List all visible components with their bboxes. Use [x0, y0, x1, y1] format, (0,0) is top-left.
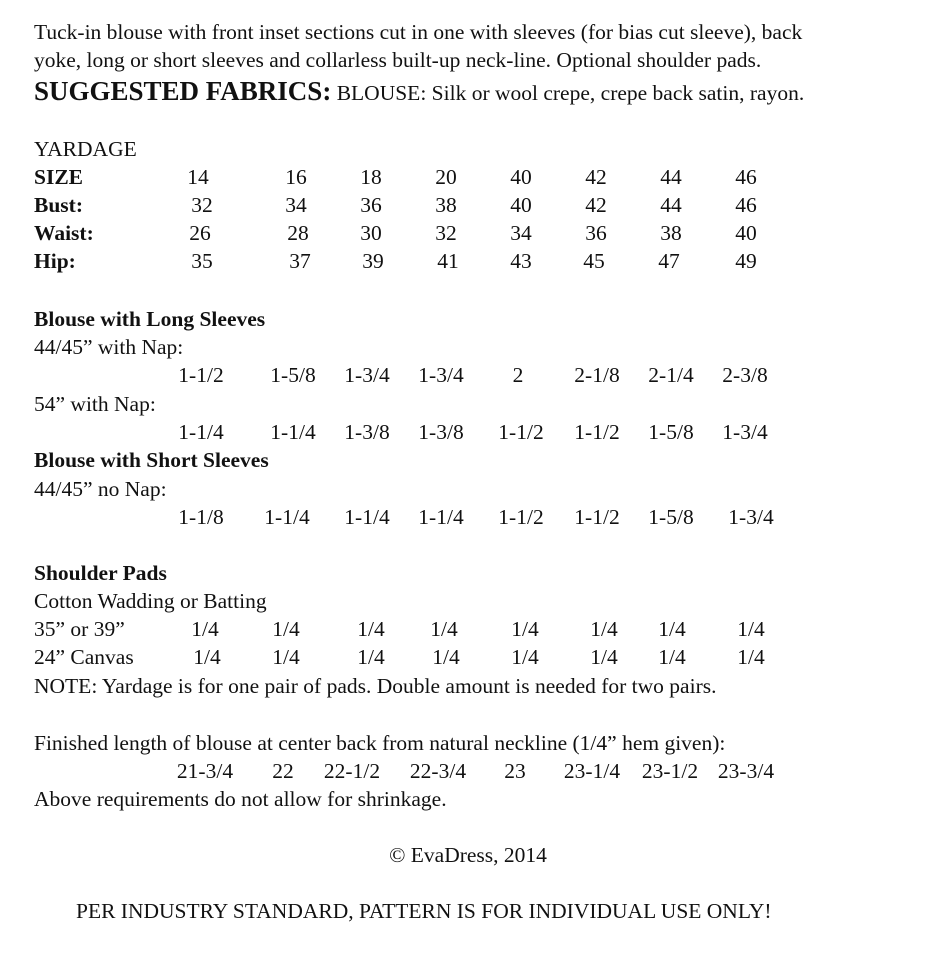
table-cell: 1-3/4 — [344, 363, 390, 387]
table-cell: 40 — [510, 193, 532, 217]
table-cell: 44 — [660, 165, 682, 189]
table-cell: 35 — [191, 249, 213, 273]
pads-note: NOTE: Yardage is for one pair of pads. Double amount is needed for two pairs. — [34, 674, 717, 698]
table-cell: 1-1/4 — [344, 505, 390, 529]
table-cell: 1/4 — [658, 645, 686, 669]
table-cell: 1-1/2 — [498, 420, 544, 444]
table-cell: 1/4 — [430, 617, 458, 641]
shoulder-pads-subheading: Cotton Wadding or Batting — [34, 589, 267, 613]
finished-length-text: Finished length of blouse at center back from natural neckline (1/4” hem given): — [34, 731, 726, 755]
table-cell: 1-1/4 — [418, 505, 464, 529]
table-cell: 47 — [658, 249, 680, 273]
table-cell: 1/4 — [191, 617, 219, 641]
table-cell: 22-3/4 — [409, 759, 467, 783]
table-cell: 40 — [510, 165, 532, 189]
table-cell: 32 — [435, 221, 457, 245]
size-row-label: SIZE — [34, 165, 84, 189]
table-cell: 34 — [285, 193, 307, 217]
fabrics-label: SUGGESTED FABRICS: — [34, 76, 332, 106]
table-cell: 1-1/4 — [270, 420, 316, 444]
table-cell: 1/4 — [737, 645, 765, 669]
table-cell: 1/4 — [272, 617, 300, 641]
table-cell: 32 — [191, 193, 213, 217]
table-cell: 38 — [660, 221, 682, 245]
table-cell: 42 — [585, 193, 607, 217]
table-cell: 1-5/8 — [270, 363, 316, 387]
table-cell: 1-3/4 — [728, 505, 774, 529]
suggested-fabrics — [34, 77, 804, 107]
table-cell: 34 — [510, 221, 532, 245]
table-cell: 1-1/4 — [178, 420, 224, 444]
table-cell: 46 — [735, 193, 757, 217]
nap44-label: 44/45” with Nap: — [34, 335, 184, 359]
table-cell: 1-1/8 — [178, 505, 224, 529]
table-cell: 1-3/8 — [344, 420, 390, 444]
table-cell: 14 — [187, 165, 209, 189]
table-cell: 1-1/4 — [264, 505, 310, 529]
table-cell: 1-1/2 — [178, 363, 224, 387]
intro-line-2: yoke, long or short sleeves and collarless built-up neck-line. Optional shoulder pads. — [34, 48, 762, 72]
table-cell: 2 — [512, 363, 524, 387]
table-cell: 21-3/4 — [176, 759, 234, 783]
table-cell: 1/4 — [737, 617, 765, 641]
fabrics-text: BLOUSE: Silk or wool crepe, crepe back satin, rayon. — [331, 81, 805, 105]
table-cell: 2-3/8 — [722, 363, 768, 387]
waist-row-label: Waist: — [34, 221, 94, 245]
table-cell: 44 — [660, 193, 682, 217]
nonap-label: 44/45” no Nap: — [34, 477, 167, 501]
table-cell: 1-3/4 — [722, 420, 768, 444]
pads-row2-label: 24” Canvas — [34, 645, 134, 669]
hip-row-label: Hip: — [34, 249, 76, 273]
table-cell: 20 — [435, 165, 457, 189]
table-cell: 49 — [735, 249, 757, 273]
table-cell: 39 — [362, 249, 384, 273]
short-sleeves-heading: Blouse with Short Sleeves — [34, 448, 269, 472]
table-cell: 1/4 — [272, 645, 300, 669]
table-cell: 23-3/4 — [717, 759, 775, 783]
table-cell: 41 — [437, 249, 459, 273]
nap54-label: 54” with Nap: — [34, 392, 156, 416]
table-cell: 38 — [435, 193, 457, 217]
table-cell: 36 — [585, 221, 607, 245]
intro-line-1: Tuck-in blouse with front inset sections cut in one with sleeves (for bias cut sleeve), back — [34, 20, 803, 44]
table-cell: 23 — [504, 759, 526, 783]
table-cell: 43 — [510, 249, 532, 273]
table-cell: 26 — [189, 221, 211, 245]
long-sleeves-heading: Blouse with Long Sleeves — [34, 307, 266, 331]
table-cell: 18 — [360, 165, 382, 189]
table-cell: 28 — [287, 221, 309, 245]
footer-notice: PER INDUSTRY STANDARD, PATTERN IS FOR INDIVIDUAL USE ONLY! — [76, 899, 772, 923]
table-cell: 1-3/4 — [418, 363, 464, 387]
table-cell: 16 — [285, 165, 307, 189]
table-cell: 1/4 — [511, 617, 539, 641]
yardage-title: YARDAGE — [34, 137, 137, 161]
pads-row1-label: 35” or 39” — [34, 617, 125, 641]
table-cell: 1/4 — [590, 645, 618, 669]
table-cell: 37 — [289, 249, 311, 273]
table-cell: 2-1/4 — [648, 363, 694, 387]
table-cell: 40 — [735, 221, 757, 245]
table-cell: 46 — [735, 165, 757, 189]
table-cell: 36 — [360, 193, 382, 217]
table-cell: 1/4 — [357, 617, 385, 641]
table-cell: 30 — [360, 221, 382, 245]
table-cell: 1/4 — [432, 645, 460, 669]
table-cell: 1-3/8 — [418, 420, 464, 444]
table-cell: 23-1/2 — [641, 759, 699, 783]
table-cell: 1/4 — [357, 645, 385, 669]
table-cell: 1-5/8 — [648, 420, 694, 444]
copyright: © EvaDress, 2014 — [389, 843, 547, 867]
table-cell: 45 — [583, 249, 605, 273]
table-cell: 1/4 — [658, 617, 686, 641]
table-cell: 1-1/2 — [574, 420, 620, 444]
table-cell: 1-5/8 — [648, 505, 694, 529]
table-cell: 1-1/2 — [498, 505, 544, 529]
table-cell: 22 — [272, 759, 294, 783]
shoulder-pads-heading: Shoulder Pads — [34, 561, 167, 585]
table-cell: 22-1/2 — [323, 759, 381, 783]
table-cell: 23-1/4 — [563, 759, 621, 783]
table-cell: 1/4 — [193, 645, 221, 669]
table-cell: 1/4 — [590, 617, 618, 641]
table-cell: 42 — [585, 165, 607, 189]
table-cell: 1/4 — [511, 645, 539, 669]
bust-row-label: Bust: — [34, 193, 83, 217]
table-cell: 1-1/2 — [574, 505, 620, 529]
shrinkage-note: Above requirements do not allow for shrinkage. — [34, 787, 447, 811]
table-cell: 2-1/8 — [574, 363, 620, 387]
